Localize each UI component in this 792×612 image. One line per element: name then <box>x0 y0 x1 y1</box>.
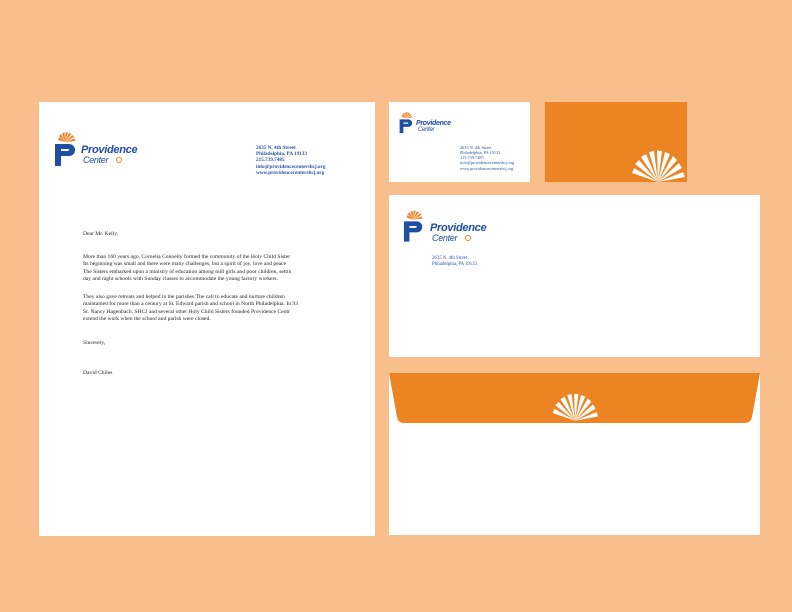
paragraph-line: Sr. Nancy Hagenbach, SHCJ and several other Holy Child Sisters founded Providence Centr <box>83 308 290 315</box>
brand-name-line2: Center <box>83 155 109 165</box>
letter-signature: David Chiles <box>83 370 113 376</box>
paragraph-line: extend the work when the school and parish were closed. <box>83 316 211 323</box>
letter-paragraph-1 <box>83 254 291 284</box>
brand-name-line1: Providence <box>81 144 138 156</box>
address-email: info@providencecentershcj.org <box>256 163 326 170</box>
address-street: 2635 N. 4th Street <box>256 145 296 151</box>
letter-closing: Sincerely, <box>83 340 106 346</box>
address-email: info@providencecentershcj.org <box>460 160 515 166</box>
envelope-back <box>389 373 760 535</box>
envelope-front <box>389 195 760 357</box>
letter-paragraph-2 <box>83 294 298 324</box>
letter-salutation: Dear Mr. Kelly, <box>83 231 119 237</box>
business-card-front <box>389 102 530 182</box>
address-street: 2635 N. 4th Street <box>460 145 492 150</box>
paragraph-line: Its beginning was small and there were many challenges, but a spirit of joy, love and peace <box>83 261 287 268</box>
paragraph-line: More than 160 years ago, Cornelia Connelly formed the community of the Holy Child Sister <box>83 254 291 260</box>
brand-name-line2: Center <box>418 127 435 133</box>
brand-name-line2: Center <box>432 233 458 243</box>
center-mark-icon <box>465 235 471 241</box>
providence-sunburst-logo-icon <box>399 111 414 134</box>
address-web: www.providencecentershcj.org <box>256 169 325 176</box>
address-web: www.providencecentershcj.org <box>460 165 514 171</box>
providence-sunburst-logo-icon <box>403 209 425 243</box>
address-city: Philadelphia, PA 19133 <box>432 261 477 267</box>
envelope-return-address <box>432 256 477 268</box>
letterhead-address <box>256 145 325 176</box>
sunburst-icon <box>630 150 686 182</box>
brand-name-line1: Providence <box>430 222 487 234</box>
address-city: Philadelphia, PA 19133 <box>256 151 308 158</box>
address-street: 2635 N. 4th Street <box>432 256 468 261</box>
paragraph-line: The Sisters embarked upon a ministry of education among mill girls and poor children, settin <box>83 268 292 275</box>
card-address <box>460 145 514 171</box>
address-phone: 215.739.7485 <box>256 157 285 164</box>
business-card-back <box>545 102 687 182</box>
paragraph-line: day and night schools with Sunday classes to accommodate the young factory workers. <box>83 276 278 283</box>
paragraph-line: They also gave retreats and helped in the parishes.The call to educate and nurture children <box>83 294 285 300</box>
center-mark-icon <box>116 157 122 163</box>
address-city: Philadelphia, PA 19133 <box>460 150 501 156</box>
paragraph-line: maintained for more than a century at St. Edward parish and school in North Philadelphia. In 93 <box>83 301 298 308</box>
letterhead-sheet <box>39 102 375 536</box>
sunburst-icon <box>551 393 599 421</box>
address-phone: 215.739.7485 <box>460 155 484 161</box>
brand-name-line1: Providence <box>416 120 451 127</box>
providence-sunburst-logo-icon <box>54 131 78 167</box>
